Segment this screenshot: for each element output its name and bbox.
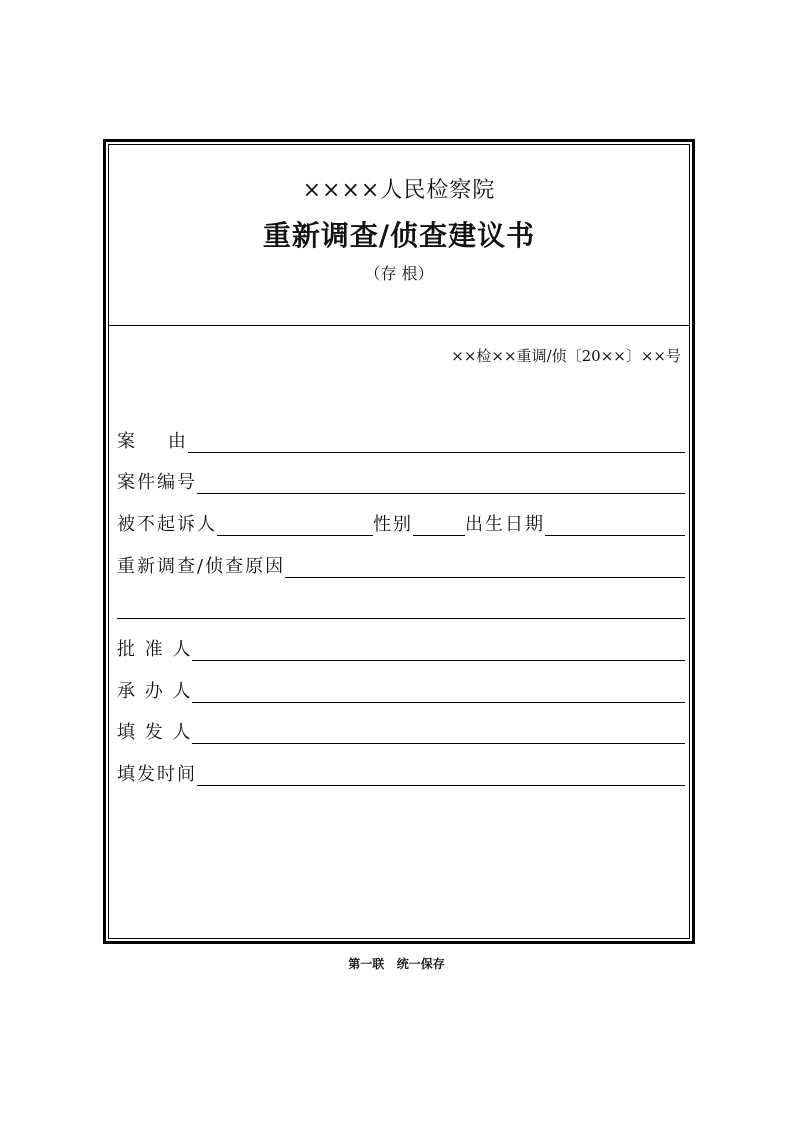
organization-name: ××××人民检察院 [302, 178, 496, 203]
case-number-label: 案件编号 [117, 472, 197, 493]
issuer-field[interactable] [192, 721, 685, 744]
case-cause-row [117, 427, 685, 453]
issuer-row [117, 718, 685, 744]
reason-continuation-field[interactable] [117, 596, 685, 619]
approver-row [117, 635, 685, 661]
approver-label: 批 准 人 [117, 639, 193, 660]
document-header [109, 145, 689, 326]
gender-field[interactable] [413, 513, 465, 536]
case-cause-label: 案 由 [117, 431, 188, 452]
document-title: 重新调查/侦查建议书 [262, 219, 536, 252]
reason-field[interactable] [285, 555, 685, 578]
non-prosecuted-label: 被不起诉人 [117, 514, 217, 535]
reason-label: 重新调查/侦查原因 [117, 556, 286, 577]
handler-row [117, 677, 685, 703]
case-number-field[interactable] [197, 471, 685, 494]
case-number-row [117, 468, 685, 494]
reason-continuation-row [117, 593, 685, 619]
reason-row [117, 552, 685, 578]
case-cause-field[interactable] [188, 430, 685, 453]
document-subtitle: （存 根） [364, 264, 434, 283]
non-prosecuted-row [117, 510, 685, 536]
gender-label: 性别 [373, 514, 413, 535]
birth-date-field[interactable] [545, 513, 685, 536]
document-inner-border [108, 144, 690, 939]
non-prosecuted-field[interactable] [217, 513, 373, 536]
footer-note: 第一联 统一保存 [348, 957, 445, 971]
handler-label: 承 办 人 [117, 681, 193, 702]
document-number: ××检××重调/侦〔20××〕××号 [451, 347, 681, 365]
issue-time-field[interactable] [197, 763, 685, 786]
handler-field[interactable] [192, 680, 685, 703]
issuer-label: 填 发 人 [117, 722, 193, 743]
issue-time-row [117, 760, 685, 786]
document-frame [103, 139, 695, 944]
issue-time-label: 填发时间 [117, 764, 197, 785]
approver-field[interactable] [192, 638, 685, 661]
birth-date-label: 出生日期 [465, 514, 545, 535]
